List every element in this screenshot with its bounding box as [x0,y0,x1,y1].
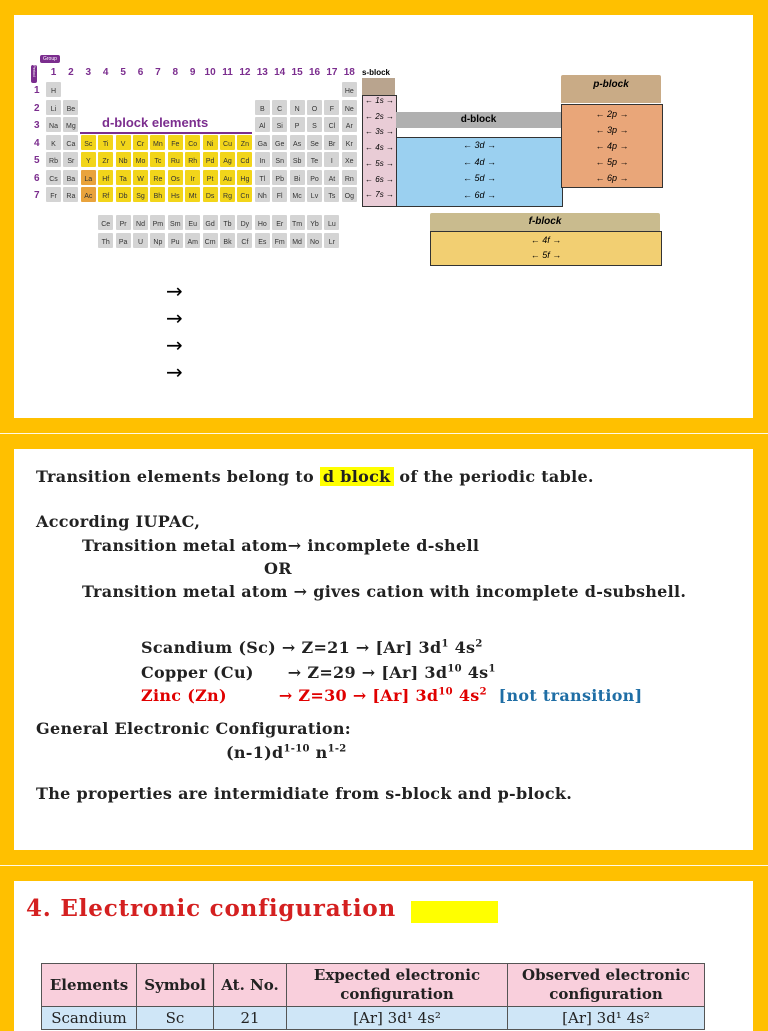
col-elements: Elements [42,964,137,1007]
element-cell: Xe [342,152,357,167]
element-cell: Be [63,100,78,115]
col-expected: Expected electronic configuration [287,964,508,1007]
cell-expected: [Ar] 3d¹ 4s² [287,1007,508,1030]
element-cell: Mn [150,135,165,150]
not-transition-note: [not transition] [498,686,643,705]
general-config-formula: $(n-1)d^{1-10}$ $n^{1-2}$ [226,743,347,762]
element-cell: C [272,100,287,115]
transition-elements-slide [14,449,753,850]
element-cell: Db [116,187,131,202]
element-cell: P [290,117,305,132]
orbital-label: ← 6d → [462,189,496,200]
element-cell: Er [272,215,287,230]
element-cell: Rn [342,170,357,185]
element-cell: Na [46,117,61,132]
group-number: 17 [326,67,338,78]
orbital-label: ← 5p → [595,157,629,167]
element-cell: Bk [220,233,235,248]
element-cell: No [307,233,322,248]
d-block-diagram [396,112,561,207]
element-cell: Se [307,135,322,150]
element-cell: Yb [307,215,322,230]
element-cell: Lv [307,187,322,202]
element-cell: Rg [220,187,235,202]
element-cell: S [307,117,322,132]
element-cell: N [290,100,305,115]
element-cell: Ar [342,117,357,132]
scandium-config: Scandium (Sc) → Z=21 → [Ar] $3d^1$ $4s^2$ [141,638,483,657]
iupac-line: According IUPAC, [36,512,201,531]
element-cell: Mg [63,117,78,132]
element-cell: At [324,170,339,185]
element-cell: Pu [168,233,183,248]
dblock-elements-label: d-block elements [102,115,209,130]
element-cell: Cn [237,187,252,202]
element-cell: Te [307,152,322,167]
element-cell: Tm [290,215,305,230]
s-block-body [362,95,397,207]
element-cell: He [342,82,357,97]
element-cell: Es [255,233,270,248]
orbital-label: ← 6p → [595,173,629,183]
element-cell: Gd [203,215,218,230]
group-number: 2 [68,67,74,78]
periodic-table-slide [14,15,753,418]
element-cell: Pb [272,170,287,185]
element-cell: Au [220,170,235,185]
element-cell: Si [272,117,287,132]
element-cell: Ra [63,187,78,202]
or-label: OR [264,559,292,578]
period-number: 3 [34,120,40,131]
table-row [42,1007,705,1030]
orbital-label: ← 5s → [365,158,394,168]
period-number: 7 [34,190,40,201]
element-cell: Hf [98,170,113,185]
d-block-body [396,137,563,207]
element-cell: Bh [150,187,165,202]
period-number: 1 [34,85,40,96]
table-header-row [42,964,705,1007]
element-cell: Al [255,117,270,132]
intro-line: Transition elements belong to d block of the periodic table. [36,467,594,486]
element-cell: Mc [290,187,305,202]
title-highlight-box [411,901,498,923]
orbital-label: ← 7s → [365,190,394,200]
element-cell: Ge [272,135,287,150]
element-cell: Kr [342,135,357,150]
col-observed: Observed electronic configuration [508,964,705,1007]
arrow-1: → [166,279,183,303]
element-cell: Nh [255,187,270,202]
element-cell: Tc [150,152,165,167]
element-cell: Ca [63,135,78,150]
s-block-diagram [362,68,395,208]
group-number: 13 [256,67,268,78]
orbital-label: ← 4d → [462,156,496,167]
group-number: 14 [274,67,286,78]
orbital-label: ← 5f → [530,250,562,260]
element-cell: Cl [324,117,339,132]
cell-symbol: Sc [137,1007,214,1030]
element-cell: Ag [220,152,235,167]
orbital-label: ← 3s → [365,127,394,137]
orbital-label: ← 5d → [462,173,496,183]
p-block-title: p-block [593,79,629,90]
group-number: 8 [172,67,179,78]
element-cell: U [133,233,148,248]
definition-1: Transition metal atom→ incomplete d-shell [82,536,480,555]
element-cell: I [324,152,339,167]
element-cell: Ru [168,152,183,167]
electronic-configuration-slide [14,881,753,1031]
element-cell: Og [342,187,357,202]
element-cell: Ho [255,215,270,230]
element-cell: W [133,170,148,185]
element-cell: O [307,100,322,115]
element-cell: Cs [46,170,61,185]
element-cell: Fl [272,187,287,202]
element-cell: Ta [116,170,131,185]
config-table [41,963,705,1030]
section-title: 4. Electronic configuration [26,895,397,922]
group-number: 1 [50,67,57,78]
d-block-title: d-block [460,114,497,125]
period-number: 5 [34,155,40,166]
element-cell: Co [185,135,200,150]
element-cell: Pm [150,215,165,230]
group-number: 4 [102,67,109,78]
element-cell: Pa [116,233,131,248]
group-number: 18 [343,67,355,78]
element-cell: Rf [98,187,113,202]
arrow-2: → [166,306,183,330]
period-number: 4 [34,137,40,149]
orbital-label: ← 2p → [595,109,629,119]
element-cell: V [116,135,131,150]
element-cell: Hs [168,187,183,202]
slide-separator-2 [0,865,768,866]
cell-atno: 21 [214,1007,287,1030]
f-block-diagram [430,213,660,265]
period-number: 2 [34,102,40,114]
element-cell: Dy [237,215,252,230]
element-cell: F [324,100,339,115]
element-cell: Rh [185,152,200,167]
group-number: 5 [120,67,126,78]
element-cell: Cd [237,152,252,167]
element-cell: Po [307,170,322,185]
element-cell: Nd [133,215,148,230]
element-cell: Np [150,233,165,248]
element-cell: Br [324,135,339,150]
element-cell: Pr [116,215,131,230]
orbital-label: ← 6s → [365,174,394,184]
definition-2: Transition metal atom → gives cation with incomplete d-subshell. [82,582,687,601]
group-number: 16 [308,67,321,78]
general-config-label: General Electronic Configuration: [36,719,352,738]
element-cell: Ga [255,135,270,150]
element-cell: H [46,82,61,97]
orbital-label: ← 2s → [365,111,394,121]
element-cell: Md [290,233,305,248]
s-block-title: s-block [362,68,391,77]
element-cell: Pd [203,152,218,167]
f-block-title: f-block [528,216,562,227]
p-block-body [561,104,663,188]
group-number: 6 [137,67,144,78]
d-block-highlight: d block [320,467,394,486]
arrow-4: → [166,360,183,384]
col-symbol: Symbol [137,964,214,1007]
element-cell: La [81,170,96,185]
element-cell: Ni [203,135,218,150]
element-cell: Lr [324,233,339,248]
group-number: 10 [204,67,216,78]
element-cell: Sm [168,215,183,230]
arrow-3: → [166,333,183,357]
orbital-label: ← 4p → [595,141,629,151]
element-cell: Os [168,170,183,185]
period-number: 6 [34,172,40,184]
copper-config: Copper (Cu) → Z=29 → [Ar] $3d^{10}$ $4s^1$ [141,663,496,682]
dblock-bracket [80,132,252,134]
zinc-config: Zinc (Zn) → Z=30 → [Ar] $3d^{10}$ $4s^2$ [not transition] [141,686,643,705]
element-cell: Mo [133,152,148,167]
element-cell: As [290,135,305,150]
orbital-label: ← 4f → [530,235,562,245]
element-cell: Am [185,233,200,248]
element-cell: Cu [220,135,235,150]
element-cell: Ti [98,135,113,150]
properties-line: The properties are intermidiate from s-block and p-block. [36,784,573,803]
element-cell: In [255,152,270,167]
element-cell: K [46,135,61,150]
group-number: 12 [239,67,251,78]
f-block-body [430,231,662,266]
orbital-label: ← 4s → [365,143,394,153]
element-cell: Sc [81,135,96,150]
element-cell: Cm [203,233,218,248]
element-cell: Cf [237,233,252,248]
element-cell: Fm [272,233,287,248]
element-cell: Ac [81,187,96,202]
element-cell: Ce [98,215,113,230]
orbital-label: ← 3p → [595,125,629,135]
group-number: 15 [291,67,303,78]
group-badge: Group [40,55,60,63]
element-cell: Li [46,100,61,115]
element-cell: Re [150,170,165,185]
element-cell: Sr [63,152,78,167]
element-cell: Ba [63,170,78,185]
p-block-diagram [561,75,661,187]
element-cell: Fe [168,135,183,150]
group-number: 11 [222,67,233,78]
element-cell: Sn [272,152,287,167]
element-cell: Th [98,233,113,248]
element-cell: Fr [46,187,61,202]
col-atno: At. No. [214,964,287,1007]
element-cell: Y [81,152,96,167]
element-cell: Lu [324,215,339,230]
element-cell: Hg [237,170,252,185]
element-cell: Tb [220,215,235,230]
element-cell: Ne [342,100,357,115]
element-cell: Rb [46,152,61,167]
element-cell: Nb [116,152,131,167]
element-cell: Zr [98,152,113,167]
element-cell: Sb [290,152,305,167]
period-badge: Period [31,65,37,83]
element-cell: Eu [185,215,200,230]
orbital-label: ← 3d → [462,140,496,150]
orbital-label: ← 1s → [365,96,394,105]
slide-separator [0,433,768,434]
cell-observed: [Ar] 3d¹ 4s² [508,1007,705,1030]
group-number: 9 [189,67,196,78]
element-cell: Mt [185,187,200,202]
element-cell: Tl [255,170,270,185]
element-cell: Pt [203,170,218,185]
group-number: 3 [85,67,92,78]
element-cell: Zn [237,135,252,150]
element-cell: Cr [133,135,148,150]
cell-element: Scandium [42,1007,137,1030]
element-cell: Ds [203,187,218,202]
group-number: 7 [155,67,161,78]
element-cell: Ts [324,187,339,202]
element-cell: Bi [290,170,305,185]
element-cell: B [255,100,270,115]
element-cell: Sg [133,187,148,202]
element-cell: Ir [185,170,200,185]
